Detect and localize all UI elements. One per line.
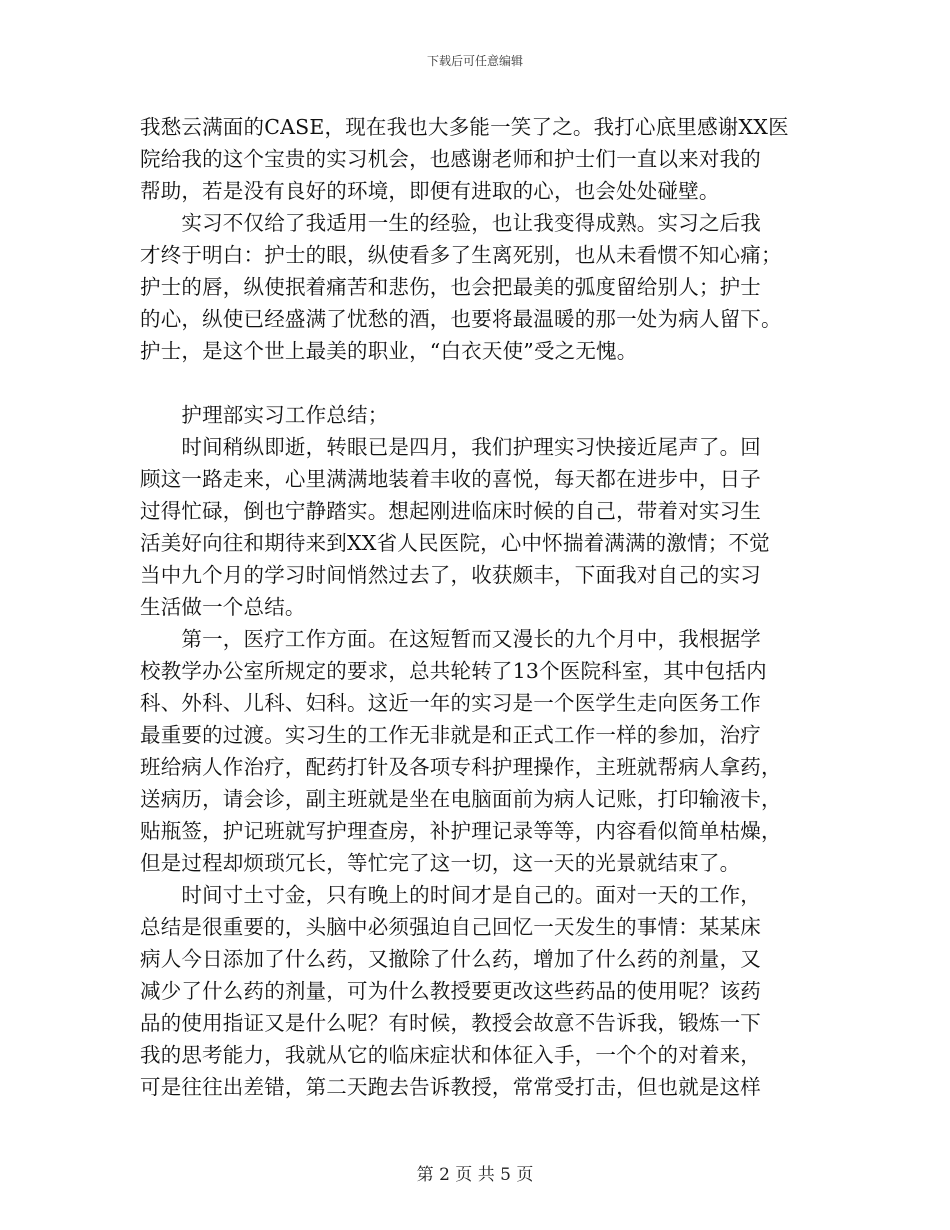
text-line: 的心，纵使已经盛满了忧愁的酒，也要将最温暖的那一处为病人留下。: [140, 307, 782, 331]
text-line: 品的使用指证又是什么呢？有时候，教授会故意不告诉我，锻炼一下: [140, 1011, 761, 1035]
text-line: 病人今日添加了什么药，又撤除了什么药，增加了什么药的剂量，又: [140, 947, 761, 971]
text-line: 送病历，请会诊，副主班就是坐在电脑面前为病人记账，打印输液卡，: [140, 787, 782, 811]
text-line: 生活做一个总结。: [140, 595, 306, 619]
text-line: 当中九个月的学习时间悄然过去了，收获颇丰，下面我对自己的实习: [140, 563, 761, 587]
text-line: 总结是很重要的，头脑中必须强迫自己回忆一天发生的事情：某某床: [140, 915, 761, 939]
text-line: 减少了什么药的剂量，可为什么教授要更改这些药品的使用呢？该药: [140, 979, 761, 1003]
text-line: 校教学办公室所规定的要求，总共轮转了13个医院科室，其中包括内: [140, 659, 767, 683]
text-line: 班给病人作治疗，配药打针及各项专科护理操作，主班就帮病人拿药，: [140, 755, 782, 779]
page-header: 下载后可任意编辑: [426, 54, 523, 68]
text-line: 贴瓶签，护记班就写护理查房，补护理记录等等，内容看似简单枯燥，: [140, 819, 782, 843]
text-line: 过得忙碌，倒也宁静踏实。想起刚进临床时候的自己，带着对实习生: [140, 499, 761, 523]
text-line: 但是过程却烦琐冗长，等忙完了这一切，这一天的光景就结束了。: [140, 851, 741, 875]
text-line: 我的思考能力，我就从它的临床症状和体征入手，一个个的对着来，: [140, 1043, 761, 1067]
text-line: 帮助，若是没有良好的环境，即便有进取的心，也会处处碰壁。: [140, 179, 720, 203]
text-line: 最重要的过渡。实习生的工作无非就是和正式工作一样的参加，治疗: [140, 723, 761, 747]
text-line: 顾这一路走来，心里满满地装着丰收的喜悦，每天都在进步中，日子: [140, 467, 761, 491]
text-line: 时间寸土寸金，只有晚上的时间才是自己的。面对一天的工作，: [140, 883, 761, 907]
text-line: 护士的唇，纵使抿着痛苦和悲伤，也会把最美的弧度留给别人；护士: [140, 275, 761, 299]
text-line: 活美好向往和期待来到XX省人民医院，心中怀揣着满满的激情；不觉: [140, 531, 770, 555]
text-line: 护士，是这个世上最美的职业，“白衣天使”受之无愧。: [140, 339, 638, 363]
page-number-footer: 第 2 页 共 5 页: [416, 1165, 534, 1185]
section-heading: 护理部实习工作总结；: [140, 403, 389, 427]
text-line: 时间稍纵即逝，转眼已是四月，我们护理实习快接近尾声了。回: [140, 435, 761, 459]
text-line: 第一，医疗工作方面。在这短暂而又漫长的九个月中，我根据学: [140, 627, 761, 651]
text-line: 科、外科、儿科、妇科。这近一年的实习是一个医学生走向医务工作: [140, 691, 761, 715]
text-line: 院给我的这个宝贵的实习机会，也感谢老师和护士们一直以来对我的: [140, 147, 761, 171]
text-line: 实习不仅给了我适用一生的经验，也让我变得成熟。实习之后我: [140, 211, 761, 235]
text-line: 才终于明白：护士的眼，纵使看多了生离死别，也从未看惯不知心痛；: [140, 243, 782, 267]
text-line: 我愁云满面的CASE，现在我也大多能一笑了之。我打心底里感谢XX医: [140, 115, 789, 139]
text-line: 可是往往出差错，第二天跑去告诉教授，常常受打击，但也就是这样: [140, 1075, 761, 1099]
